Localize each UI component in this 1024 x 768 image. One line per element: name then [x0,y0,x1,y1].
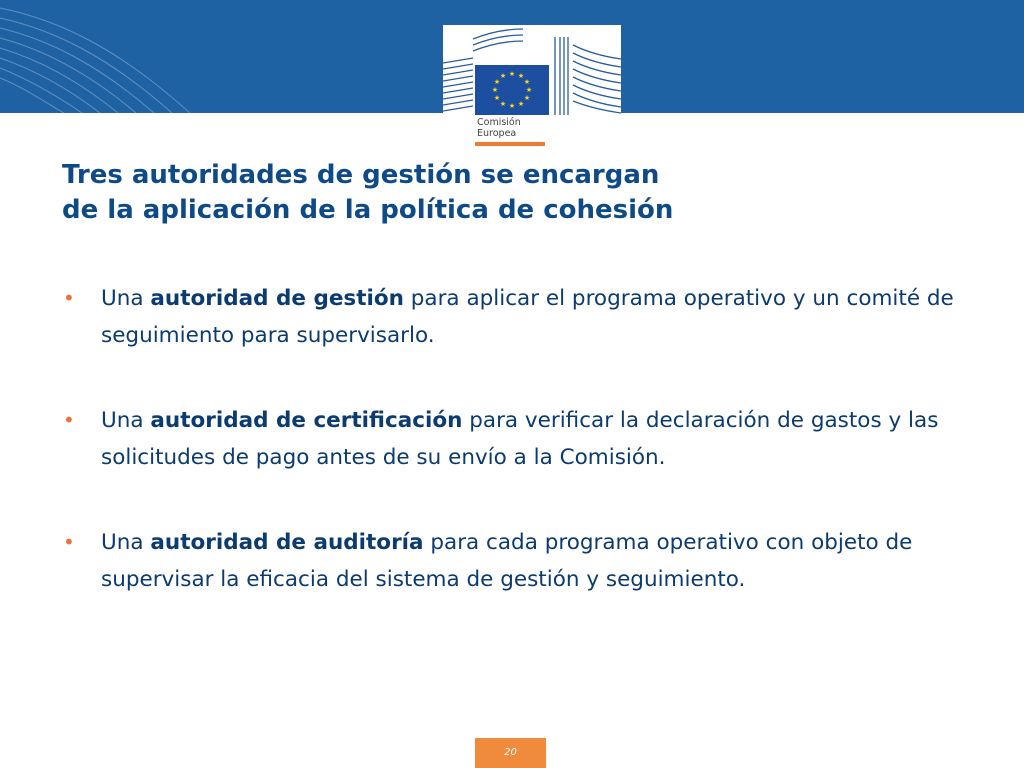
logo-underline [475,142,545,146]
svg-text:★: ★ [525,86,533,94]
slide-title [62,158,962,228]
bullet-rest: para cada programa operativo con objeto de supervisar la eficacia del sistema de gestión y seguimiento. [101,530,913,592]
title-line-1: Tres autoridades de gestión se encargan [62,160,660,190]
bullet-rest: para verificar la declaración de gastos y las solicitudes de pago antes de su envío a la Comisión. [101,408,939,470]
svg-text:★: ★ [493,94,501,102]
svg-text:★: ★ [499,100,507,108]
bullet-rest: para aplicar el programa operativo y un comité de seguimiento para supervisarlo. [101,286,954,348]
title-line-2: de la aplicación de la política de cohesión [62,195,674,225]
svg-text:★: ★ [491,86,499,94]
bullet-bold-term: autoridad de auditoría [150,530,424,555]
svg-text:★: ★ [517,72,525,80]
logo-line-1: Comisión [477,117,521,128]
svg-text:★: ★ [508,102,516,110]
logo-text [477,117,521,139]
bullet-item-audit [60,524,960,598]
bullet-item-certification [60,402,960,476]
svg-text:★: ★ [517,100,525,108]
svg-text:★: ★ [523,94,531,102]
svg-text:★: ★ [523,78,531,86]
bullet-prefix: Una [101,530,151,555]
bullet-dot-icon: • [63,286,75,310]
svg-text:★: ★ [508,70,516,78]
bullet-dot-icon: • [63,530,75,554]
bullet-list [60,280,960,646]
svg-text:★: ★ [493,78,501,86]
bullet-prefix: Una [101,408,151,433]
bullet-item-management [60,280,960,354]
berlaymont-building-icon [443,25,621,115]
eu-commission-logo [443,25,621,146]
bullet-bold-term: autoridad de certificación [150,408,463,433]
bullet-bold-term: autoridad de gestión [150,286,404,311]
logo-line-2: Europea [477,128,517,139]
page-number: 20 [475,738,546,768]
svg-text:★: ★ [499,72,507,80]
bullet-prefix: Una [101,286,151,311]
bullet-dot-icon: • [63,408,75,432]
